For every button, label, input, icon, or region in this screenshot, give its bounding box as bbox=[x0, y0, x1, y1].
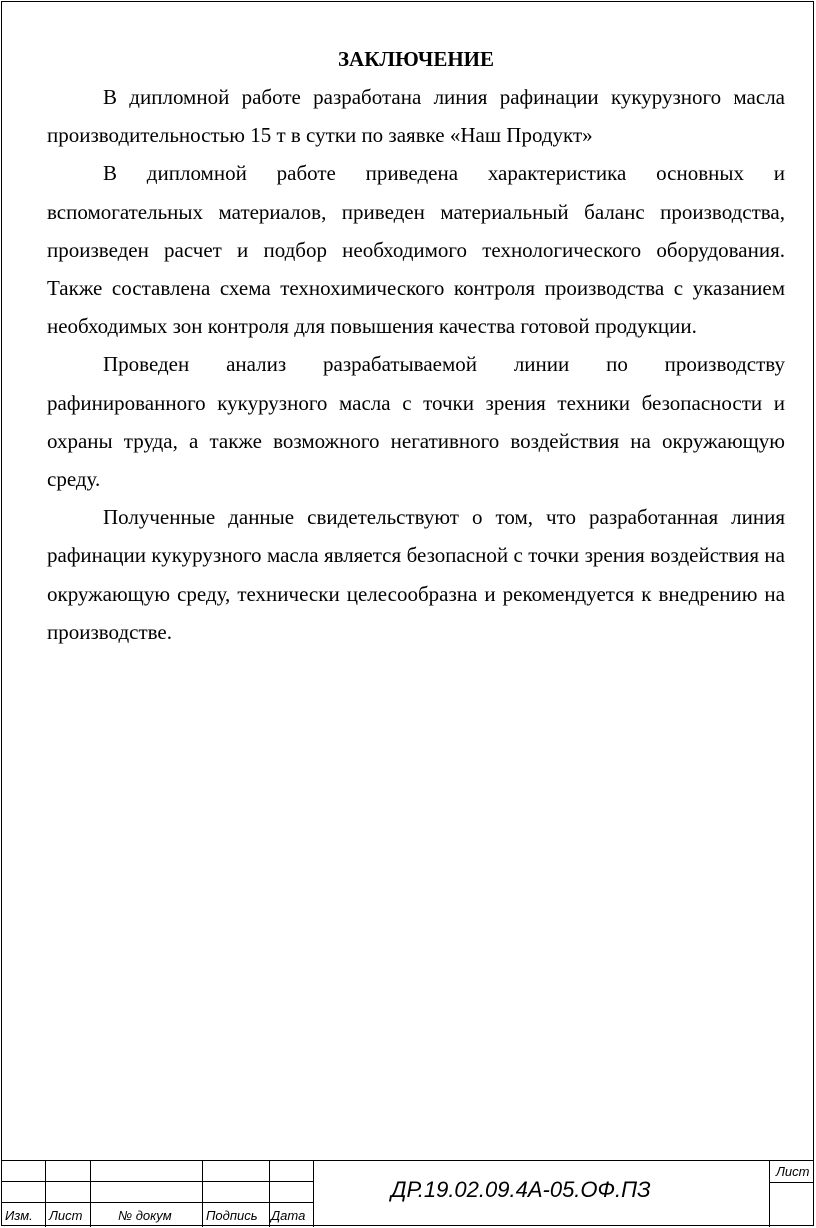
document-body bbox=[47, 40, 785, 651]
title-block-stamp bbox=[1, 1160, 814, 1227]
paragraph-1: В дипломной работе разработана линия рафинации кукурузного масла производительностью 15 т в сутки по заявке «Наш Продукт» bbox=[47, 85, 785, 148]
stamp-col-izm: Изм. bbox=[5, 1208, 33, 1223]
paragraph-3: Проведен анализ разрабатываемой линии по производству рафинированного кукурузного масла с точки зрения техники безопасности и охраны труда, а также возможного негативного воздействия на окружающую среду. bbox=[47, 352, 785, 492]
stamp-col-sign: Подпись bbox=[206, 1208, 258, 1223]
stamp-col-doc: № докум bbox=[118, 1208, 172, 1223]
stamp-col-date: Дата bbox=[271, 1208, 306, 1223]
stamp-col-list: Лист bbox=[49, 1208, 83, 1223]
sheet-label: Лист bbox=[776, 1164, 810, 1179]
paragraph-4: Полученные данные свидетельствуют о том, что разработанная линия рафинации кукурузного масла является безопасной с точки зрения воздействия на окружающую среду, технически целесообразна и рекомендуется к внедрению на производстве. bbox=[47, 505, 785, 644]
paragraph-2: В дипломной работе приведена характеристика основных и вспомогательных материалов, приведен материальный баланс производства, произведен расчет и подбор необходимого технологического оборудования. Также составлена схема технохимического контроля производства с указанием необходимых зон контроля для повышения качества готовой продукции. bbox=[47, 161, 785, 339]
document-title: ЗАКЛЮЧЕНИЕ bbox=[337, 47, 495, 71]
document-designation: ДР.19.02.09.4А-05.ОФ.ПЗ bbox=[391, 1177, 651, 1202]
